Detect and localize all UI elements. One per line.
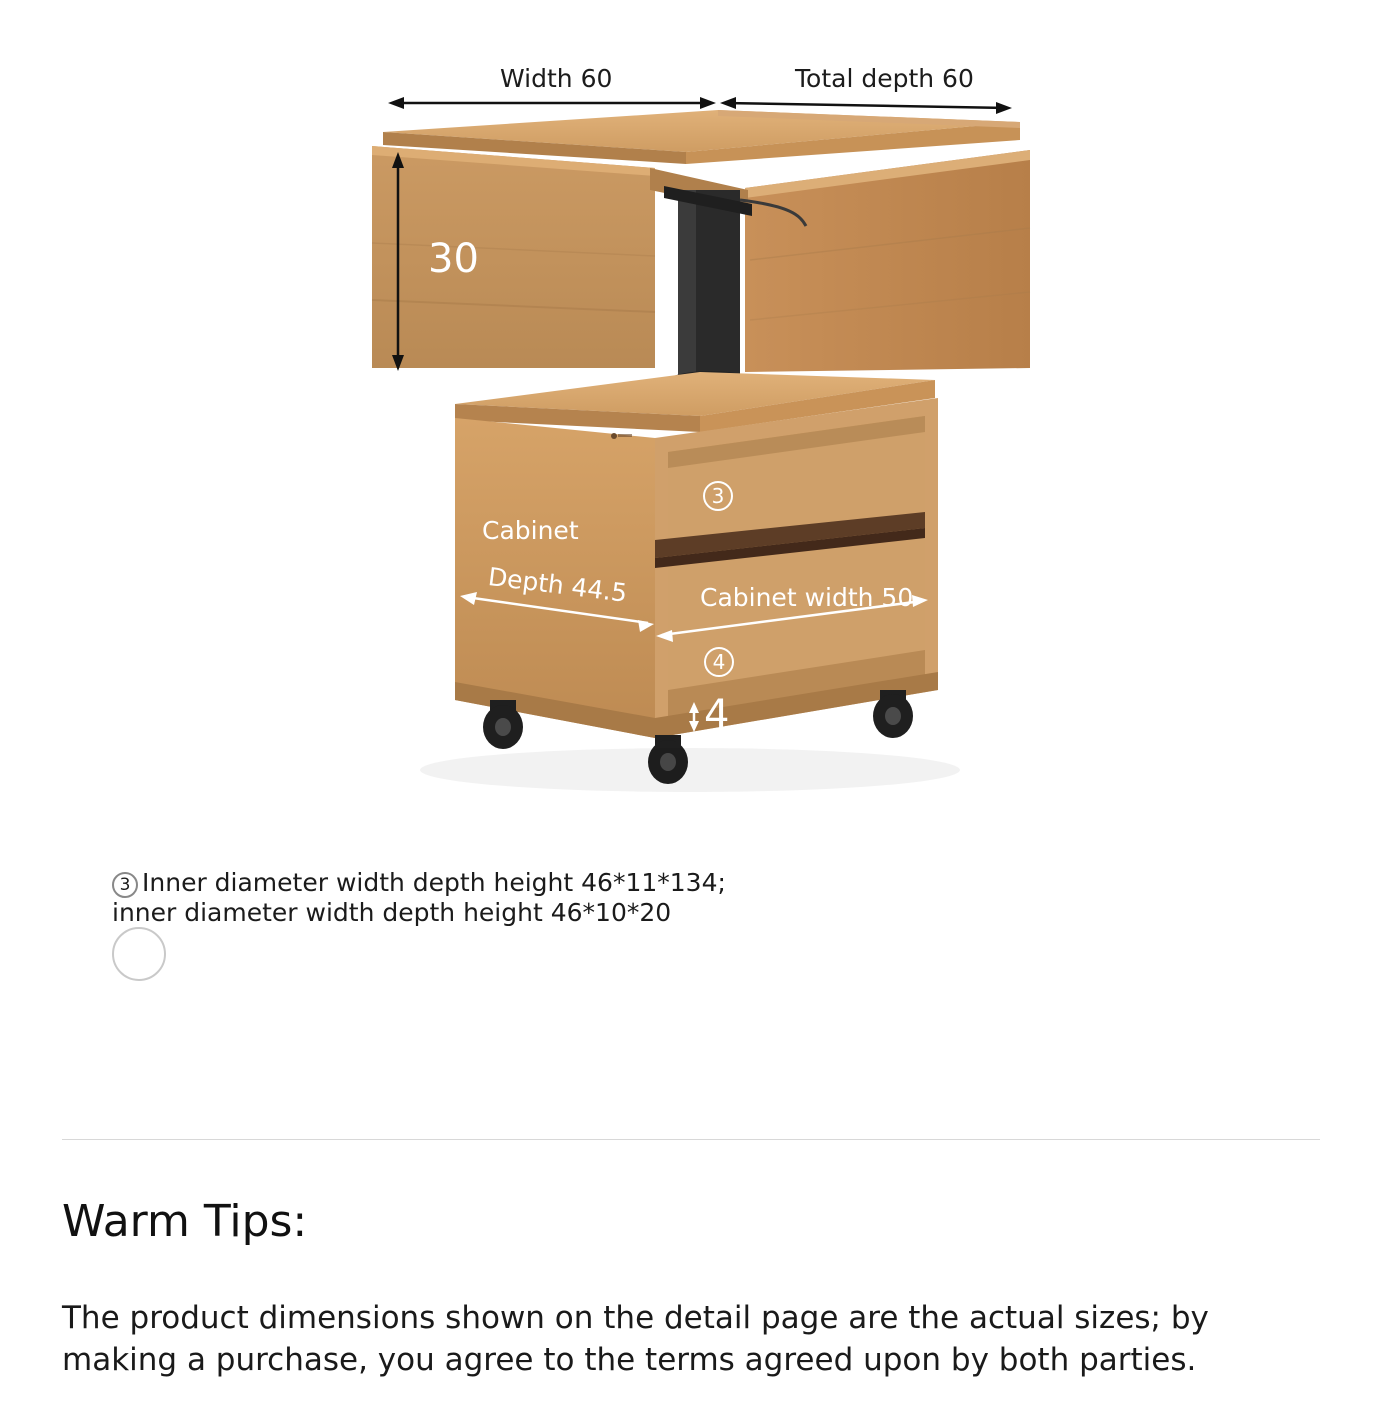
label-height-30: 30 (428, 236, 479, 282)
note-decorative-circle-icon (112, 927, 166, 981)
note-marker-3-icon: 3 (112, 872, 138, 898)
label-cabinet-depth-line2: Depth 44.5 (486, 562, 629, 608)
marker-4-icon: 4 (704, 647, 734, 677)
label-width: Width 60 (500, 64, 613, 93)
label-total-depth: Total depth 60 (795, 64, 974, 93)
label-cabinet-depth-line1: Cabinet (482, 516, 579, 545)
label-cabinet-width: Cabinet width 50 (700, 583, 914, 612)
section-divider (62, 1139, 1320, 1140)
note-text: Inner diameter width depth height 46*11*134; inner diameter width depth height 46*10*20 (112, 868, 726, 927)
warm-tips-body: The product dimensions shown on the detail page are the actual sizes; by making a purchase, you agree to the terms agreed upon by both parties. (62, 1300, 1209, 1378)
inner-dimension-note (112, 868, 732, 928)
label-caster-height: 4 (704, 692, 730, 738)
marker-3-icon: 3 (703, 481, 733, 511)
warm-tips-title: Warm Tips: (62, 1196, 308, 1247)
